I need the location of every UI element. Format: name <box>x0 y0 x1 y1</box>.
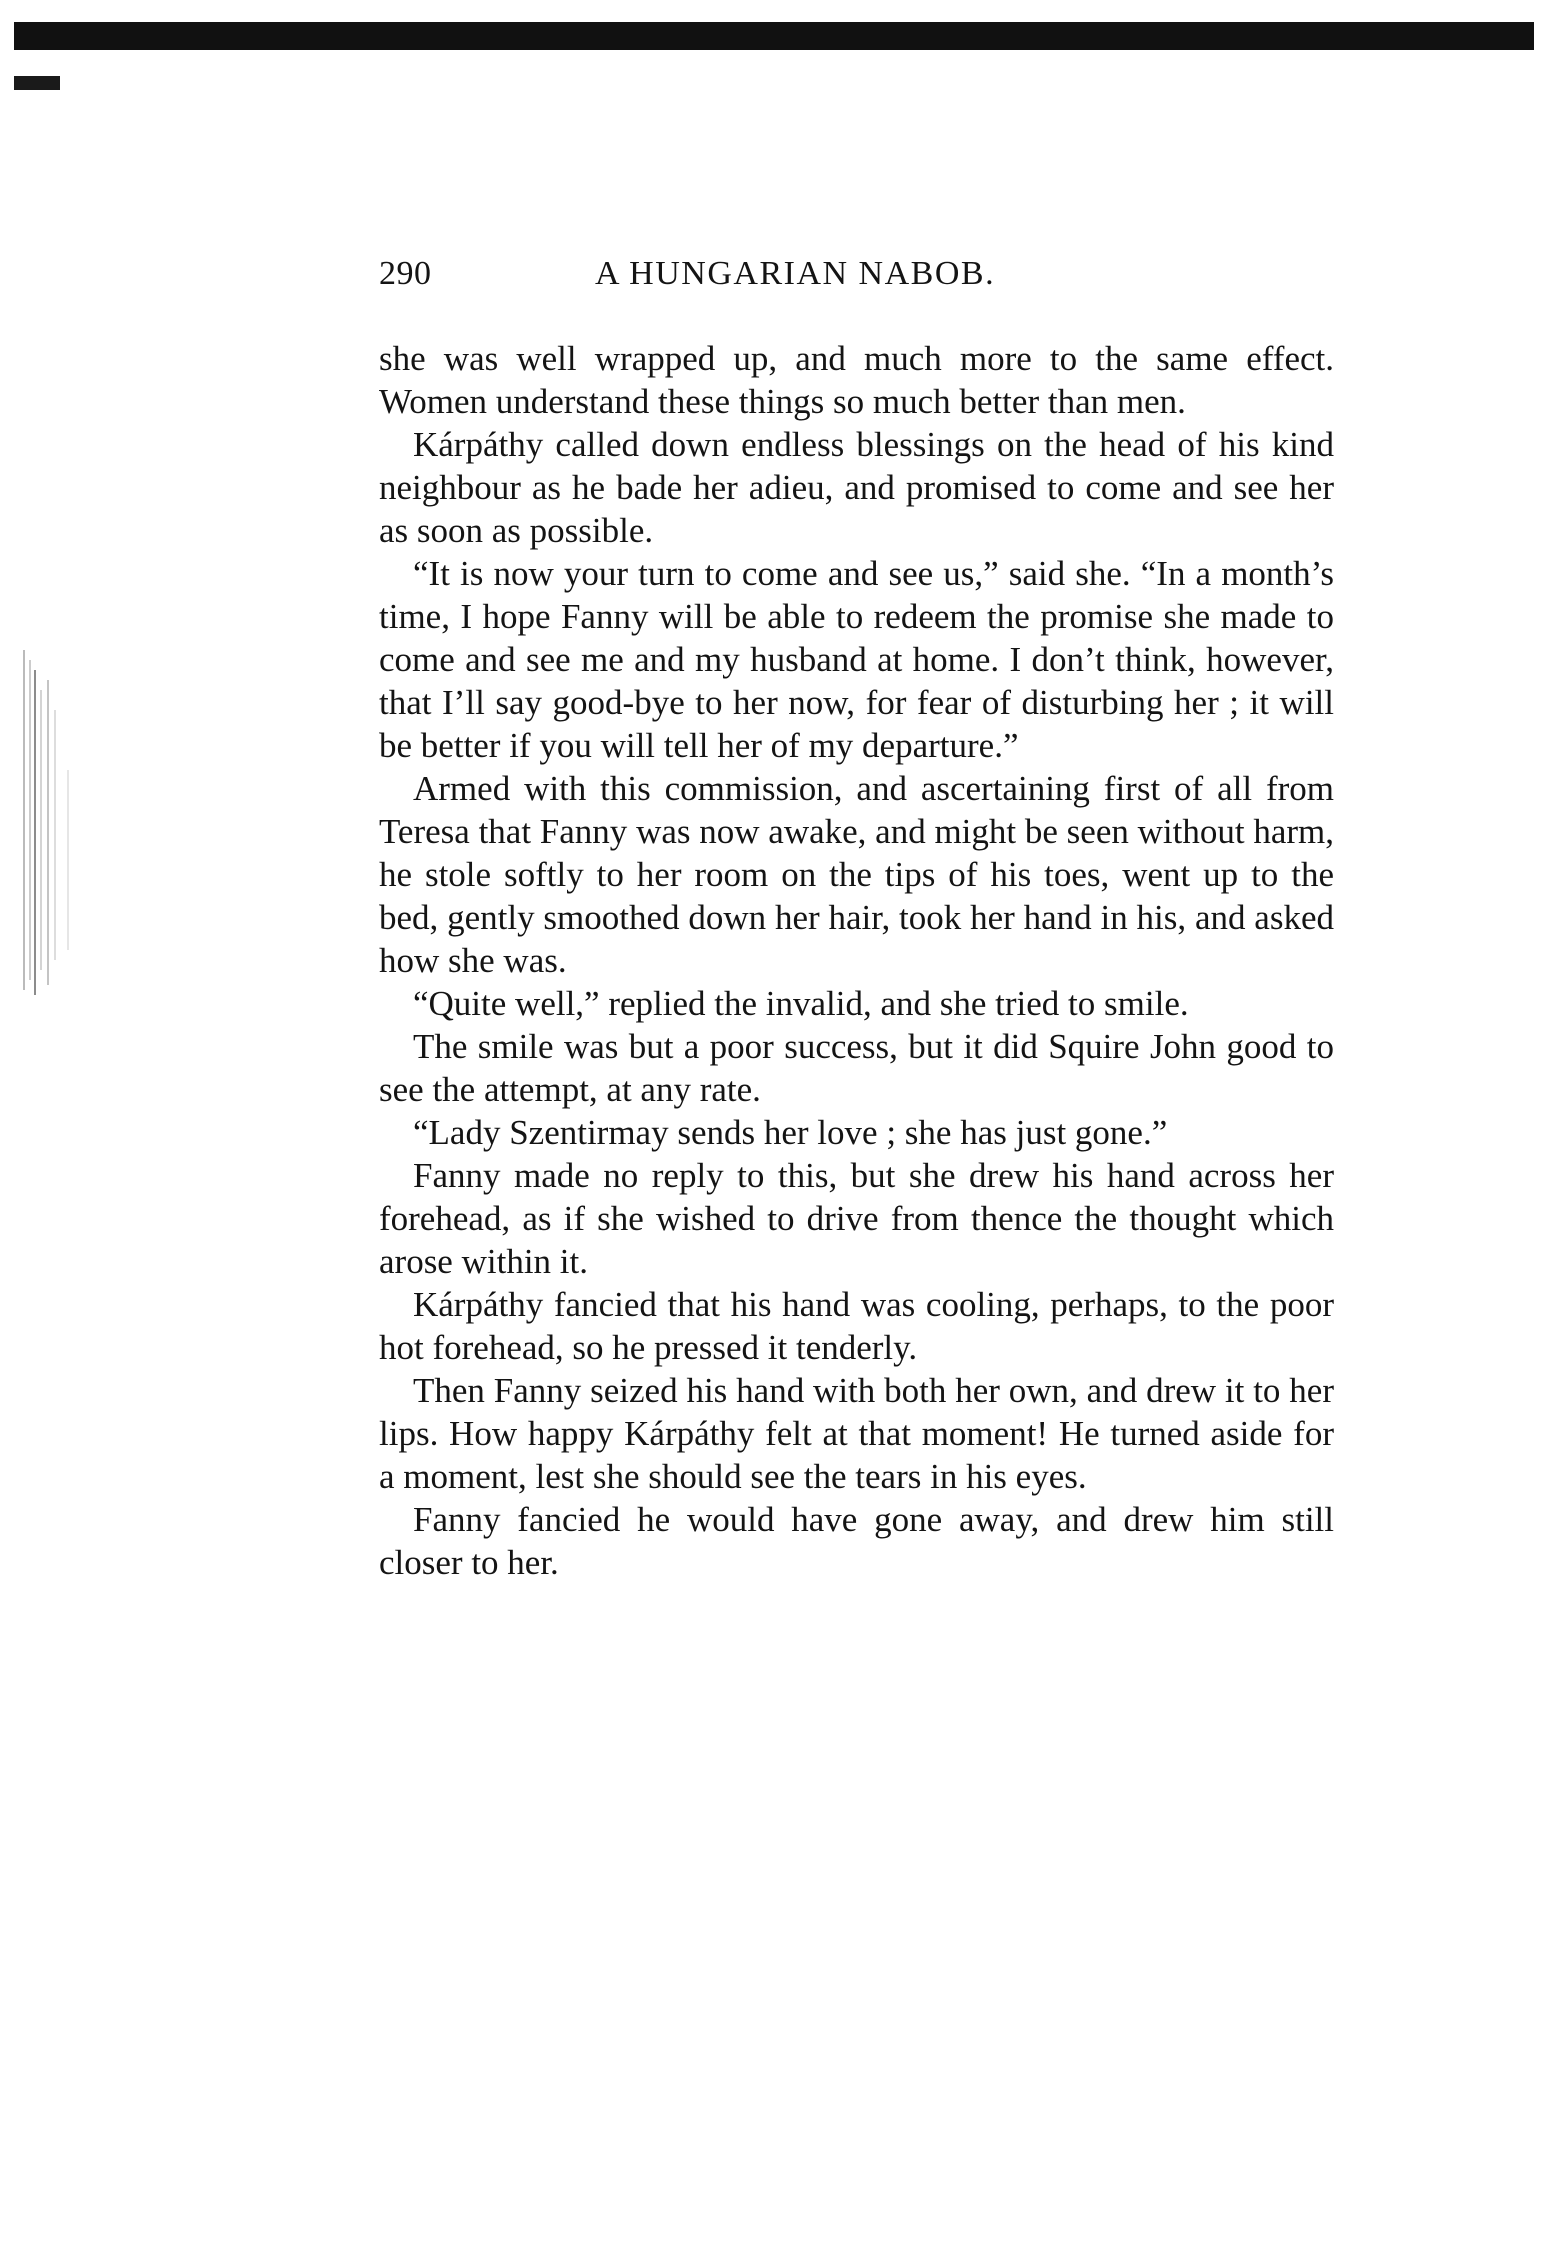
paragraph: “Lady Szentirmay sends her love ; she has just gone.” <box>413 1113 1168 1152</box>
body-text <box>379 337 1334 1584</box>
paragraph: Kárpáthy called down endless blessings on the head of his kind neighbour as he bade her adieu, and promised to come and see her as soon as possible. <box>379 425 1334 550</box>
paragraph: Then Fanny seized his hand with both her own, and drew it to her lips. How happy Kárpáthy felt at that moment! He turned aside for a moment, lest she should see the tears in his eyes. <box>379 1371 1334 1496</box>
book-page <box>379 255 1334 1584</box>
paragraph: Fanny made no reply to this, but she drew his hand across her forehead, as if she wished to drive from thence the thought which arose within it. <box>379 1156 1334 1281</box>
paragraph: “It is now your turn to come and see us,” said she. “In a month’s time, I hope Fanny will be able to redeem the promise she made to come and see me and my husband at home. I don’t think, however, that I’ll say good-bye to her now, for fear of disturbing her ; it will be better if you will tell her of my departure.” <box>379 554 1334 765</box>
running-title: A HUNGARIAN NABOB. <box>595 255 996 292</box>
scan-corner-mark <box>14 76 60 90</box>
running-head <box>379 255 1334 307</box>
page-number: 290 <box>379 255 432 292</box>
paragraph: “Quite well,” replied the invalid, and she tried to smile. <box>413 984 1189 1023</box>
paragraph: Kárpáthy fancied that his hand was cooling, perhaps, to the poor hot forehead, so he pressed it tenderly. <box>379 1285 1334 1367</box>
paragraph: Armed with this commission, and ascertaining first of all from Teresa that Fanny was now awake, and might be seen without harm, he stole softly to her room on the tips of his toes, went up to the bed, gently smoothed down her hair, took her hand in his, and asked how she was. <box>379 769 1334 980</box>
scan-edge-bar <box>14 22 1534 50</box>
paragraph: she was well wrapped up, and much more to the same effect. Women understand these things so much better than men. <box>379 339 1334 421</box>
paragraph: Fanny fancied he would have gone away, and drew him still closer to her. <box>379 1500 1334 1582</box>
binding-shadow-marks <box>18 650 78 1000</box>
paragraph: The smile was but a poor success, but it did Squire John good to see the attempt, at any rate. <box>379 1027 1334 1109</box>
